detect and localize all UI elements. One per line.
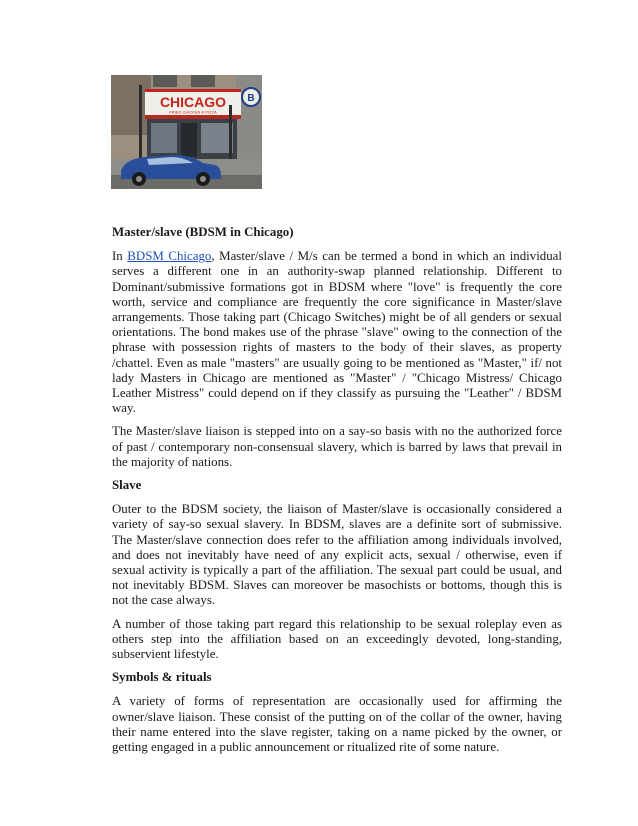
paragraph-intro-text: , Master/slave / M/s can be termed a bond in which an individual serves a different one in an authority-swap planned relationship. Different to Dominant/submissive formations got in BDSM where "love" is frequently the core worth, service and compliance are frequently the core significance in Master/slave arrangements. Those taking part (Chicago Switches) might be of all genders or sexual orientations. The bond makes use of the phrase "slave" owing to the connection of the phrase with possession rights of masters to the body of their slaves, as property /chattel. Even as male "masters" are usually going to be mentioned as "Master," if/ not lady Masters in Chicago are mentioned as "Master" / "Chicago Mistress/ Chicago Leather Mistress" could depend on if they classify as pursuing the "Leather" / BDSM way. — [112, 249, 562, 416]
article-body — [112, 225, 562, 763]
paragraph-slave-roleplay: A number of those taking part regard this relationship to be sexual roleplay even as others step into the affiliation based on an exceedingly devoted, long-standing, subservient lifestyle. — [112, 616, 562, 662]
storefront-photo-drawing — [111, 75, 262, 189]
section-heading-symbols: Symbols & rituals — [112, 670, 212, 685]
bdsm-chicago-link[interactable]: BDSM Chicago — [127, 249, 212, 264]
shop-sign-subtext: FRIED CHICKEN & PIZZA — [169, 109, 217, 115]
shop-sign-text: CHICAGO — [159, 94, 227, 110]
storefront-photo — [111, 75, 262, 189]
paragraph-intro — [112, 249, 562, 416]
paragraph-liaison: The Master/slave liaison is stepped into on a say-so basis with no the authorized force of past / contemporary non-consensual slavery, which is barred by laws that prevail in the majority of nations. — [112, 424, 562, 469]
paragraph-slave-outer: Outer to the BDSM society, the liaison of Master/slave is occasionally considered a variety of say-so sexual slavery. In BDSM, slaves are a definite sort of submissive. The Master/slave connection does refer to the affiliation among individuals involved, and does not inevitably have need of any explicit acts, sexual / otherwise, even if sexual activity is typically a part of the affiliation. The sexual part could be usual, and not inevitably BDSM. Slaves can moreover be masochists or bottoms, though this is not the case always. — [112, 502, 562, 608]
section-heading-slave: Slave — [112, 478, 142, 493]
paragraph-symbols: A variety of forms of representation are occasionally used for affirming the owner/slave liaison. These consist of the putting on of the collar of the owner, having their name entered into the slave register, taking on a name picked by the owner, or getting engaged in a public announcement or ritualized rite of some nature. — [112, 694, 562, 755]
side-sign-text: B — [247, 93, 255, 104]
paragraph-intro-prefix: In — [112, 249, 128, 264]
section-heading-master-slave: Master/slave (BDSM in Chicago) — [112, 225, 294, 239]
